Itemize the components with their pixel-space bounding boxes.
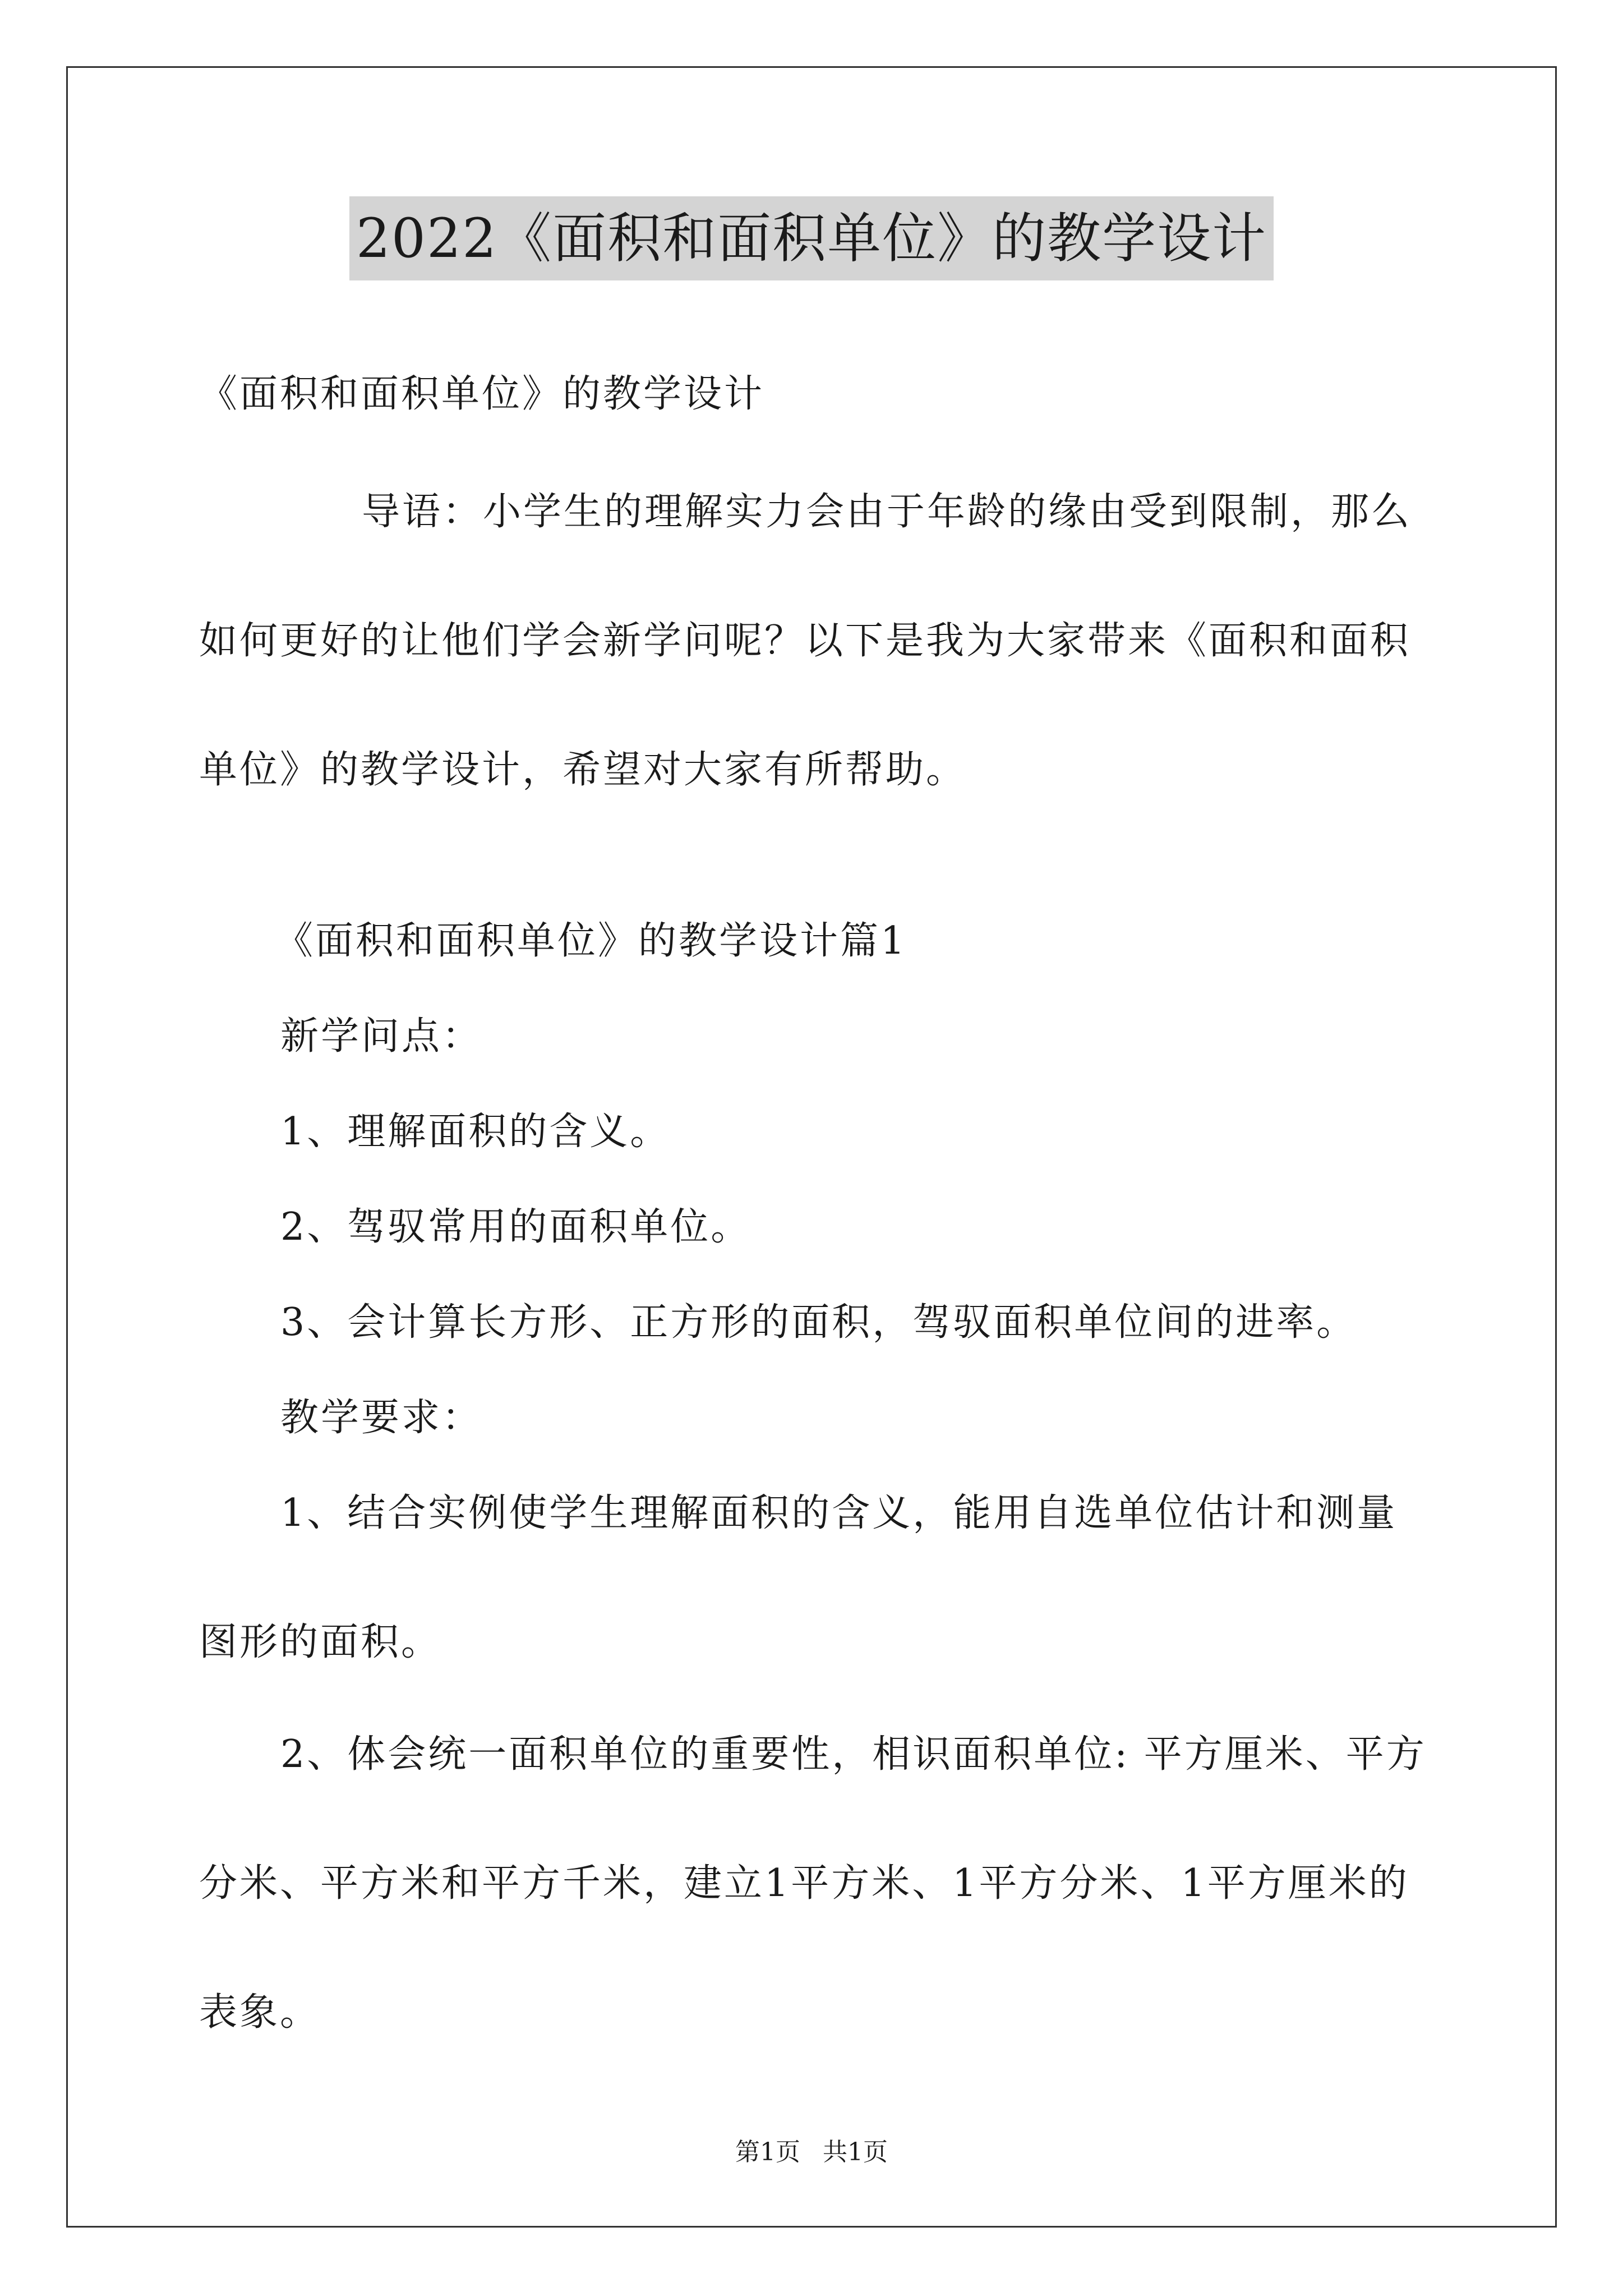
page-number-total: 共1页 [823, 2138, 888, 2166]
knowledge-item: 2、驾驭常用的面积单位。 [280, 1205, 751, 1249]
page-number-current: 第1页 [735, 2138, 800, 2166]
document-body [199, 347, 1427, 2060]
requirements-item: 1、结合实例使学生理解面积的含义，能用自选单位估计和测量图形的面积。 [199, 1491, 1398, 1664]
title-container [0, 196, 1623, 280]
requirements-item: 2、体会统一面积单位的重要性，相识面积单位: 平方厘米、平方分米、平方米和平方千米，建立1平方米、1平方分米、1平方厘米的表象。 [199, 1732, 1427, 2035]
document-subtitle: 《面积和面积单位》的教学设计 [199, 372, 765, 416]
knowledge-item: 1、理解面积的含义。 [280, 1110, 671, 1154]
document-title: 2022《面积和面积单位》的教学设计 [349, 196, 1274, 280]
page-footer [0, 2132, 1623, 2168]
section-heading: 《面积和面积单位》的教学设计篇1 [275, 919, 907, 963]
knowledge-heading: 新学问点： [280, 1014, 483, 1059]
requirements-heading: 教学要求： [280, 1396, 483, 1440]
knowledge-item: 3、会计算长方形、正方形的面积，驾驭面积单位间的进率。 [280, 1300, 1357, 1345]
lead-paragraph: 导语：小学生的理解实力会由于年龄的缘由受到限制，那么如何更好的让他们学会新学问呢？以下是我为大家带来《面积和面积单位》的教学设计，希望对大家有所帮助。 [199, 490, 1412, 792]
